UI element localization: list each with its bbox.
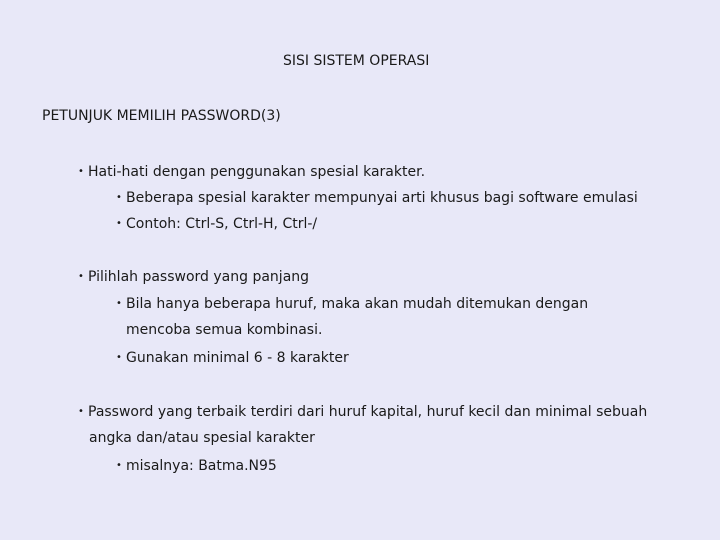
bullet-icon: •: [78, 166, 84, 177]
bullet-point-1: [78, 163, 425, 181]
bullet-point-3: [78, 403, 647, 421]
sub-bullet-text: Beberapa spesial karakter mempunyai arti khusus bagi software emulasi: [126, 190, 638, 206]
sub-bullet-text: Contoh: Ctrl-S, Ctrl-H, Ctrl-/: [126, 216, 318, 232]
bullet-text: Password yang terbaik terdiri dari huruf kapital, huruf kecil dan minimal sebuah: [88, 404, 648, 420]
sub-bullet-2-1: [116, 295, 588, 313]
bullet-icon: •: [78, 406, 84, 417]
bullet-icon: •: [116, 192, 122, 203]
bullet-icon: •: [116, 218, 122, 229]
bullet-point-3-cont: [89, 429, 315, 447]
bullet-icon: •: [116, 460, 122, 471]
slide-title: SISI SISTEM OPERASI: [283, 53, 430, 69]
bullet-icon: •: [116, 298, 122, 309]
sub-bullet-text: Bila hanya beberapa huruf, maka akan mudah ditemukan dengan: [126, 296, 589, 312]
bullet-icon: •: [116, 352, 122, 363]
sub-bullet-text: mencoba semua kombinasi.: [126, 322, 323, 338]
slide-subtitle: PETUNJUK MEMILIH PASSWORD(3): [42, 108, 281, 124]
bullet-text: Pilihlah password yang panjang: [88, 269, 310, 285]
sub-bullet-1-1: [116, 189, 638, 207]
bullet-point-2: [78, 268, 309, 286]
sub-bullet-text: misalnya: Batma.N95: [126, 458, 277, 474]
bullet-icon: •: [78, 271, 84, 282]
bullet-text: Hati-hati dengan penggunakan spesial karakter.: [88, 164, 426, 180]
sub-bullet-2-2: [116, 349, 349, 367]
sub-bullet-1-2: [116, 215, 317, 233]
sub-bullet-3-1: [116, 457, 277, 475]
sub-bullet-text: Gunakan minimal 6 - 8 karakter: [126, 350, 349, 366]
sub-bullet-2-1-cont: [126, 321, 322, 339]
bullet-text: angka dan/atau spesial karakter: [89, 430, 315, 446]
